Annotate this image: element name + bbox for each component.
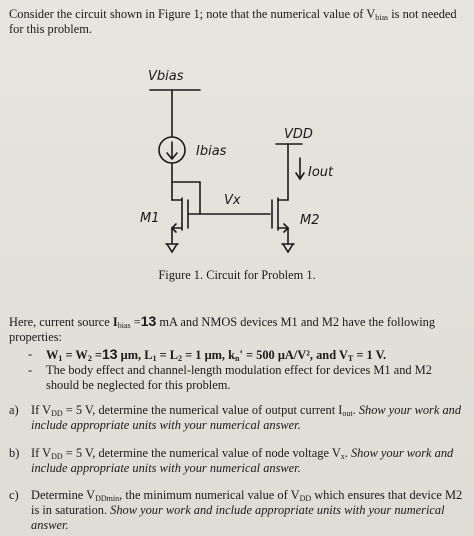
m1-label: M1 xyxy=(140,211,160,226)
ibias-value: 13 xyxy=(140,313,157,329)
qb-instruction: Show your work and include appropriate units with your numerical answer. xyxy=(31,446,454,475)
vbias-label: Vbias xyxy=(148,69,184,84)
vx-label: Vx xyxy=(224,193,241,208)
qb-text-1: If V xyxy=(31,446,52,460)
question-c-label: c) xyxy=(9,488,19,502)
kn-sub: n xyxy=(235,354,240,363)
kn-value: ' = 500 μA/V², and V xyxy=(239,348,348,362)
w-symbol: W xyxy=(46,348,59,362)
bullet-dash: - xyxy=(28,363,33,377)
l-eq: = L xyxy=(156,348,179,362)
intro-part1: Consider the circuit shown in Figure 1; note that the numerical value of V xyxy=(9,7,376,21)
m2-label: M2 xyxy=(300,213,320,228)
ibias-symbol: I xyxy=(112,315,118,329)
problem-text-1: Here, current source xyxy=(9,315,113,329)
figure-caption: Figure 1. Circuit for Problem 1. xyxy=(158,268,316,282)
l2-sub: 2 xyxy=(178,354,183,363)
w2-sub: 2 xyxy=(87,354,92,363)
qc-text-2: , the minimum numerical value of V xyxy=(119,488,300,502)
qc-sub-2: DD xyxy=(299,494,312,503)
w-eq2: = xyxy=(91,348,102,362)
qb-text-2: = 5 V, determine the numerical value of node voltage V xyxy=(62,446,341,460)
vt-sub: T xyxy=(347,354,354,363)
intro-part2: is not needed for this problem. xyxy=(9,7,457,36)
question-a xyxy=(9,403,467,433)
properties-list xyxy=(28,347,464,393)
intro-text xyxy=(9,7,464,37)
qa-sub-1: DD xyxy=(51,409,63,418)
qb-sub-1: DD xyxy=(51,452,63,461)
iout-label: Iout xyxy=(308,165,334,180)
qc-text-3: which ensures that device M2 is in saturation. xyxy=(31,488,463,517)
qb-sub-2: x xyxy=(340,452,345,461)
qc-text-1: Determine V xyxy=(31,488,96,502)
intro-sub: bias xyxy=(375,13,389,22)
ibias-label: Ibias xyxy=(196,144,227,159)
qa-text-2: = 5 V, determine the numerical value of output current I xyxy=(62,403,343,417)
problem-statement xyxy=(9,314,467,345)
qa-text-3: . xyxy=(352,403,359,417)
m2-ground-symbol xyxy=(283,244,293,252)
vdd-label: VDD xyxy=(284,127,313,142)
question-b-label: b) xyxy=(9,446,20,460)
kn-symbol: = 1 μm, k xyxy=(182,348,235,362)
problem-text-2: mA and NMOS devices M1 and M2 have the following properties: xyxy=(9,315,436,344)
question-c xyxy=(9,488,467,533)
qc-instruction: Show your work and include appropriate units with your numerical answer. xyxy=(31,503,445,532)
ibias-eq: = xyxy=(130,315,141,329)
qa-instruction: Show your work and include appropriate units with your numerical answer. xyxy=(31,403,462,432)
qa-sub-2: out xyxy=(342,409,353,418)
bullet-dash: - xyxy=(28,347,33,361)
l1-sub: 1 xyxy=(152,354,157,363)
l-symbol: μm, L xyxy=(117,348,153,362)
m1-ground-symbol xyxy=(167,244,177,252)
w-value: 13 xyxy=(102,346,118,362)
qc-sub-1: DDmin xyxy=(95,494,120,503)
circuit-figure xyxy=(120,54,370,286)
property-dimensions xyxy=(28,347,464,363)
w1-sub: 1 xyxy=(58,354,63,363)
ibias-sub: bias xyxy=(117,321,131,330)
question-a-label: a) xyxy=(9,403,19,417)
property-body-effect xyxy=(28,363,464,393)
body-effect-text: The body effect and channel-length modulation effect for devices M1 and M2 should be neglected for this problem. xyxy=(46,363,432,392)
circuit-diagram xyxy=(120,54,370,286)
w-eq: = W xyxy=(62,348,88,362)
qb-text-3: . xyxy=(344,446,351,460)
qa-text-1: If V xyxy=(31,403,52,417)
vt-value: = 1 V. xyxy=(353,348,387,362)
question-b xyxy=(9,446,467,476)
